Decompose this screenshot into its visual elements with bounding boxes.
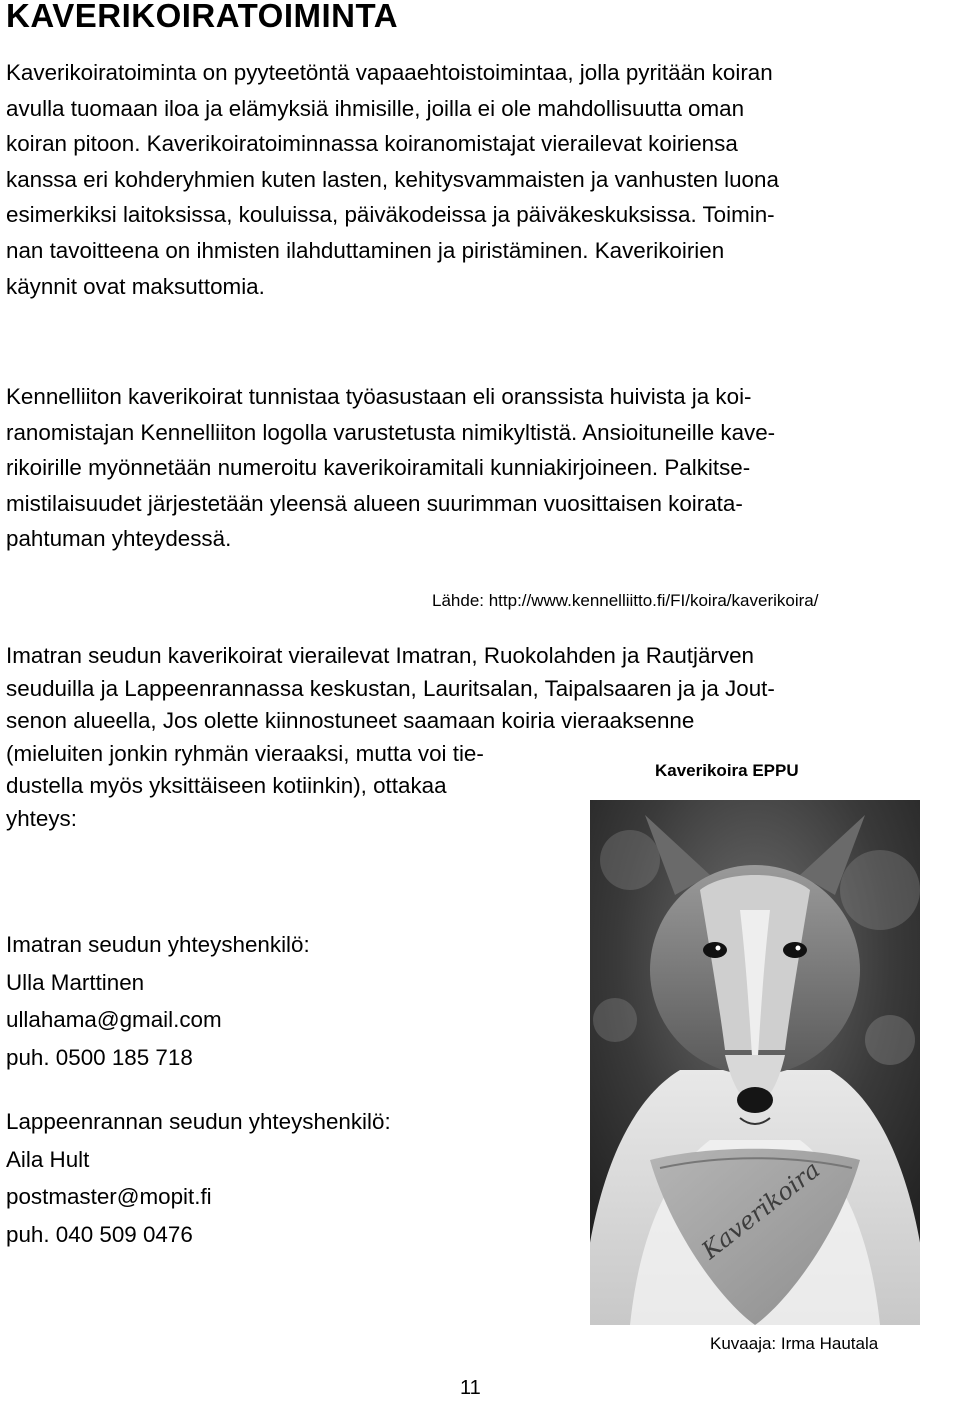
collie-photo (590, 800, 920, 1325)
intro-line: esimerkiksi laitoksissa, kouluissa, päiväkodeissa ja päiväkeskuksissa. Toimin- (6, 202, 775, 228)
page-title: KAVERIKOIRATOIMINTA (6, 0, 399, 34)
imatra-line: seuduilla ja Lappeenrannassa keskustan, Lauritsalan, Taipalsaaren ja ja Jout- (6, 675, 775, 701)
intro-line: avulla tuomaan iloa ja elämyksiä ihmisille, joilla ei ole mahdollisuutta oman (6, 95, 745, 121)
imatra-line: dustella myös yksittäiseen kotiinkin), ottakaa (6, 773, 447, 798)
intro-line: nan tavoitteena on ihmisten ilahduttaminen ja piristäminen. Kaverikoirien (6, 237, 725, 263)
imatra-line: yhteys: (6, 805, 77, 831)
intro-line: kanssa eri kohderyhmien kuten lasten, kehitysvammaisten ja vanhusten luona (6, 166, 779, 192)
page-number: 11 (460, 1377, 481, 1399)
kennel-line: pahtuman yhteydessä. (6, 526, 232, 552)
intro-paragraph (6, 55, 960, 304)
contact-name: Ulla Marttinen (6, 969, 145, 995)
photo-caption: Kaverikoira EPPU (655, 761, 799, 780)
intro-line: Kaverikoiratoiminta on pyyteetöntä vapaaehtoistoimintaa, jolla pyritään koiran (6, 60, 773, 85)
photo-credit: Kuvaaja: Irma Hautala (710, 1334, 879, 1353)
intro-line: käynnit ovat maksuttomia. (6, 273, 265, 299)
contact-phone: puh. 0500 185 718 (6, 1044, 193, 1070)
contact-email: postmaster@mopit.fi (6, 1184, 212, 1209)
kennel-paragraph (6, 379, 960, 557)
kennel-line: Kennelliiton kaverikoirat tunnistaa työasustaan eli oranssista huivista ja koi- (6, 384, 752, 409)
collie-illustration (590, 800, 920, 1325)
contact-lappeenranta (6, 1103, 391, 1253)
contact-heading: Imatran seudun yhteyshenkilö: (6, 932, 310, 957)
imatra-line: senon alueella, Jos olette kiinnostuneet saamaan koiria vieraaksenne (6, 708, 695, 733)
contact-phone: puh. 040 509 0476 (6, 1221, 193, 1247)
kennel-line: mistilaisuudet järjestetään yleensä alueen suurimman vuosittaisen koirata- (6, 490, 743, 516)
contact-name: Aila Hult (6, 1146, 90, 1172)
contact-heading: Lappeenrannan seudun yhteyshenkilö: (6, 1109, 391, 1134)
scarf-text: Kaverikoira (696, 1155, 826, 1265)
imatra-line: Imatran seudun kaverikoirat vierailevat Imatran, Ruokolahden ja Rautjärven (6, 643, 754, 668)
kennel-line: rikoirille myönnetään numeroitu kaverikoiramitali kunniakirjoineen. Palkitse- (6, 455, 751, 481)
kennel-line: ranomistajan Kennelliiton logolla varustetusta nimikyltistä. Ansioituneille kave- (6, 419, 776, 445)
source-reference: Lähde: http://www.kennelliitto.fi/FI/koira/kaverikoira/ (432, 591, 819, 610)
intro-line: koiran pitoon. Kaverikoiratoiminnassa koiranomistajat vierailevat koiriensa (6, 131, 738, 157)
imatra-line: (mieluiten jonkin ryhmän vieraaksi, mutta voi tie- (6, 740, 484, 766)
contact-email: ullahama@gmail.com (6, 1007, 222, 1032)
contact-imatra (6, 926, 310, 1076)
